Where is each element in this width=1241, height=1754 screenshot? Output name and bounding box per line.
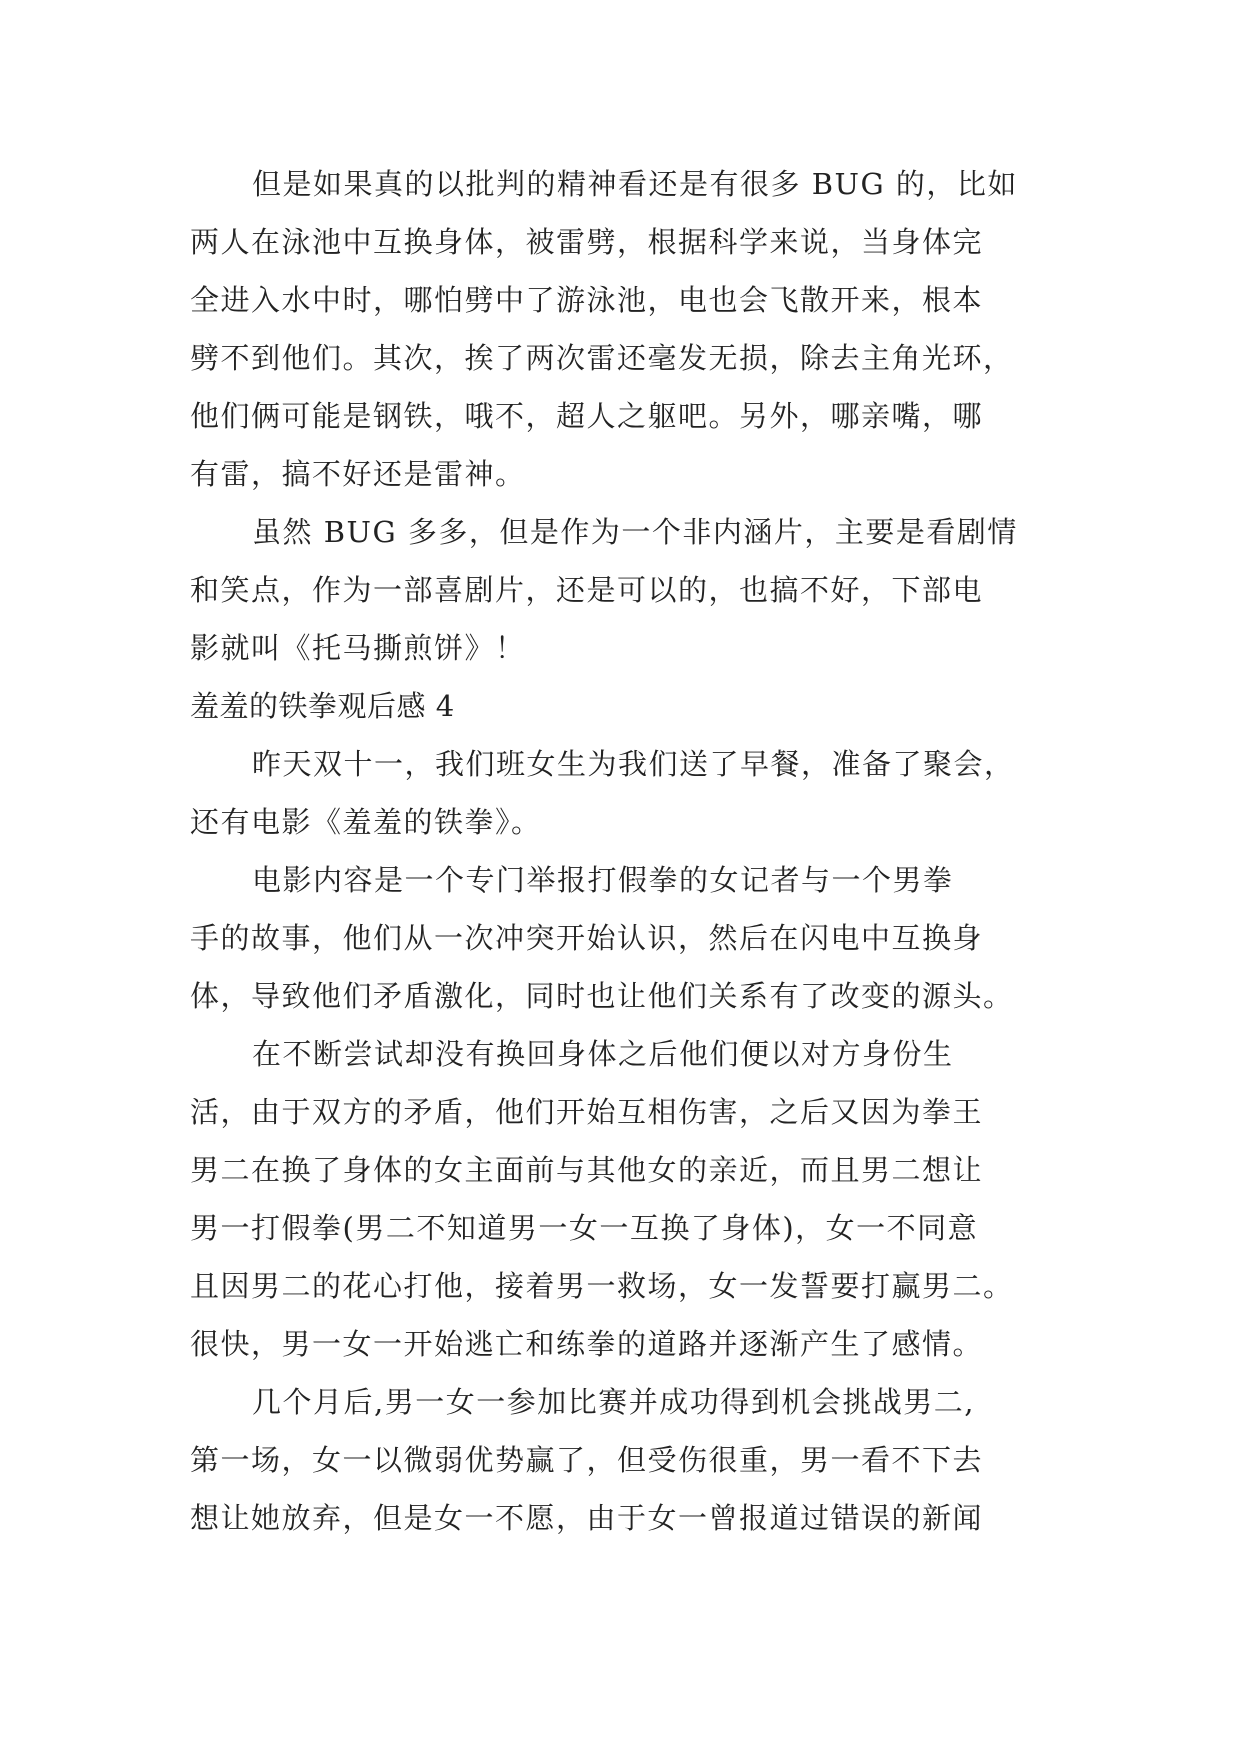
section-heading: 羞羞的铁拳观后感 4 xyxy=(190,689,455,723)
paragraph-line: 电影内容是一个专门举报打假拳的女记者与一个男拳 xyxy=(252,863,954,897)
paragraph-line: 很快，男一女一开始逃亡和练拳的道路并逐渐产生了感情。 xyxy=(190,1327,984,1361)
paragraph-line: 体，导致他们矛盾激化，同时也让他们关系有了改变的源头。 xyxy=(190,979,1014,1013)
document-body xyxy=(190,155,1090,1547)
paragraph-line: 且因男二的花心打他，接着男一救场，女一发誓要打赢男二。 xyxy=(190,1269,1014,1303)
paragraph-line: 但是如果真的以批判的精神看还是有很多 BUG 的，比如 xyxy=(252,167,1018,201)
paragraph-line: 在不断尝试却没有换回身体之后他们便以对方身份生 xyxy=(252,1037,954,1071)
paragraph-line: 想让她放弃，但是女一不愿，由于女一曾报道过错误的新闻 xyxy=(190,1501,984,1535)
paragraph-line: 还有电影《羞羞的铁拳》。 xyxy=(190,805,542,839)
paragraph-line: 全进入水中时，哪怕劈中了游泳池，电也会飞散开来，根本 xyxy=(190,283,984,317)
paragraph-line: 他们俩可能是钢铁，哦不，超人之躯吧。另外，哪亲嘴，哪 xyxy=(190,399,984,433)
paragraph-line: 第一场，女一以微弱优势赢了，但受伤很重，男一看不下去 xyxy=(190,1443,984,1477)
paragraph-line: 昨天双十一，我们班女生为我们送了早餐，准备了聚会， xyxy=(252,747,1015,781)
paragraph-line: 两人在泳池中互换身体，被雷劈，根据科学来说，当身体完 xyxy=(190,225,984,259)
paragraph-line: 几个月后,男一女一参加比赛并成功得到机会挑战男二, xyxy=(252,1385,975,1419)
paragraph-line: 活，由于双方的矛盾，他们开始互相伤害，之后又因为拳王 xyxy=(190,1095,984,1129)
paragraph-line: 男一打假拳(男二不知道男一女一互换了身体)，女一不同意 xyxy=(190,1211,979,1245)
paragraph-line: 和笑点，作为一部喜剧片，还是可以的，也搞不好，下部电 xyxy=(190,573,984,607)
paragraph-line: 虽然 BUG 多多，但是作为一个非内涵片，主要是看剧情 xyxy=(252,515,1018,549)
paragraph-line: 手的故事，他们从一次冲突开始认识，然后在闪电中互换身 xyxy=(190,921,984,955)
paragraph-line: 有雷，搞不好还是雷神。 xyxy=(190,457,526,491)
paragraph-line: 影就叫《托马撕煎饼》！ xyxy=(190,631,526,665)
paragraph-line: 劈不到他们。其次，挨了两次雷还毫发无损，除去主角光环， xyxy=(190,341,1014,375)
paragraph-line: 男二在换了身体的女主面前与其他女的亲近，而且男二想让 xyxy=(190,1153,984,1187)
